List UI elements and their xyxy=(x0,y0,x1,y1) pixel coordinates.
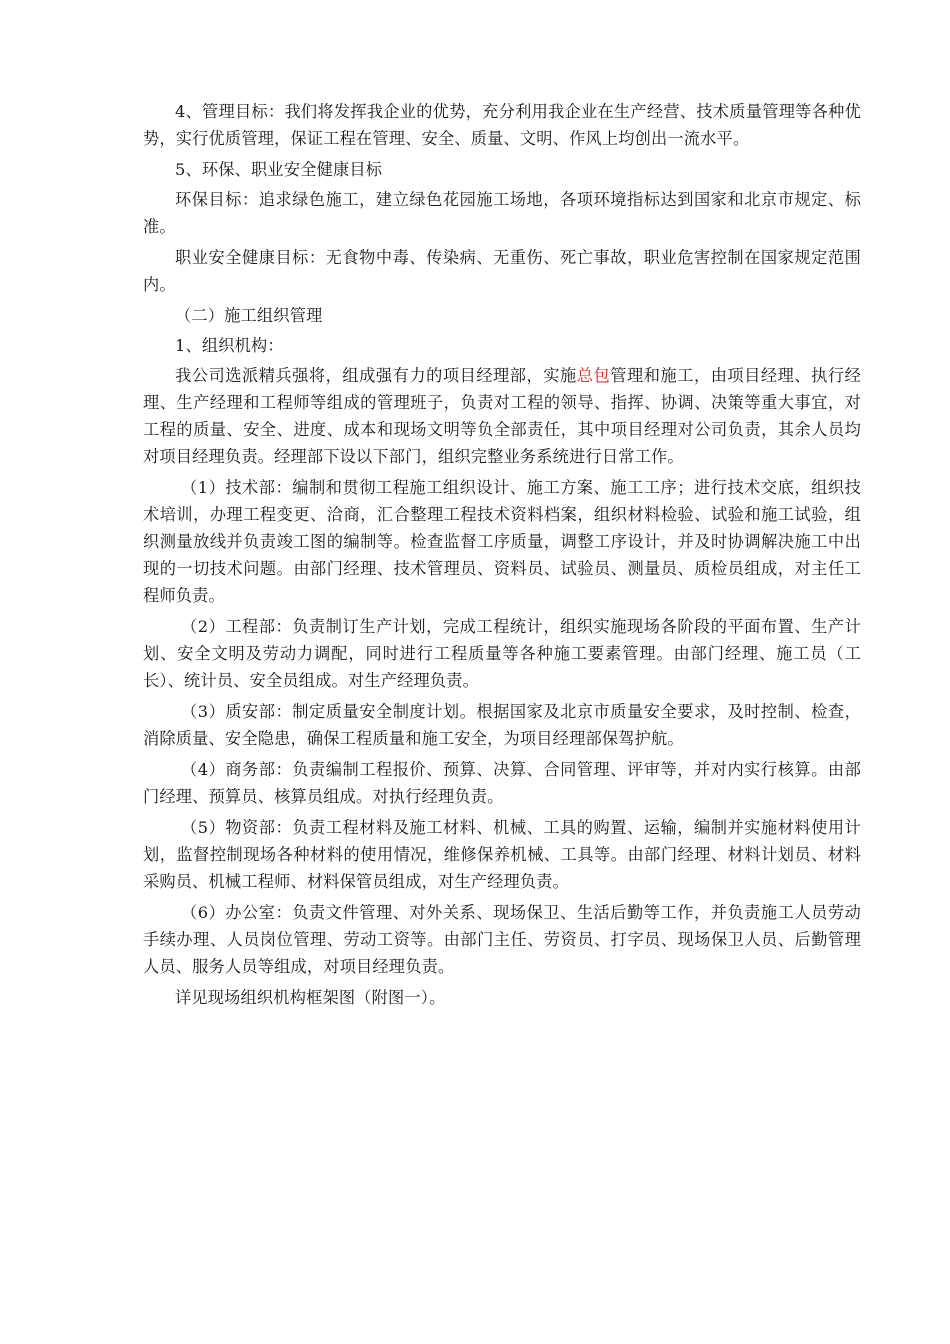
quality-safety-dept-paragraph: （3）质安部：制定质量安全制度计划。根据国家及北京市质量安全要求，及时控制、检查，消除质量、安全隐患，确保工程质量和施工安全，为项目经理部保驾护航。 xyxy=(143,702,861,748)
see-attachment-paragraph: 详见现场组织机构框架图（附图一）。 xyxy=(175,988,446,1007)
commerce-dept-paragraph: （4）商务部：负责编制工程报价、预算、决算、合同管理、评审等，并对内实行核算。由部门经理、预算员、核算员组成。对执行经理负责。 xyxy=(143,760,861,806)
section-heading-construction-management: （二）施工组织管理 xyxy=(175,306,323,325)
environment-goal-paragraph: 环保目标：追求绿色施工，建立绿色花园施工场地，各项环境指标达到国家和北京市规定、标准。 xyxy=(143,190,861,236)
organization-heading: 1、组织机构： xyxy=(175,336,284,355)
technical-dept-paragraph: （1）技术部：编制和贯彻工程施工组织设计、施工方案、施工工序；进行技术交底，组织技术培训，办理工程变更、洽商，汇合整理工程技术资料档案，组织材料检验、试验和施工试验，组织测量放线并负责竣工图的编制等。检查监督工序质量，调整工序设计，并及时协调解决施工中出现的一切技术问题。由部门经理、技术管理员、资料员、试验员、测量员、质检员组成，对主任工程师负责。 xyxy=(143,478,861,605)
health-goal-paragraph: 职业安全健康目标：无食物中毒、传染病、无重伤、死亡事故，职业危害控制在国家规定范围内。 xyxy=(143,248,861,294)
document-page xyxy=(143,98,861,1015)
management-goal-paragraph: 4、管理目标：我们将发挥我企业的优势，充分利用我企业在生产经营、技术质量管理等各种优势，实行优质管理，保证工程在管理、安全、质量、文明、作风上均创出一流水平。 xyxy=(143,102,861,148)
environment-health-goal-heading: 5、环保、职业安全健康目标 xyxy=(175,160,383,179)
general-contract-highlight: 总包 xyxy=(576,366,611,385)
materials-dept-paragraph: （5）物资部：负责工程材料及施工材料、机械、工具的购置、运输，编制并实施材料使用计划，监督控制现场各种材料的使用情况，维修保养机械、工具等。由部门经理、材料计划员、材料采购员、机械工程师、材料保管员组成，对生产经理负责。 xyxy=(143,818,861,891)
organization-intro-paragraph xyxy=(143,362,861,470)
intro-text-part-b: 管理和施工，由项目经理、执行经理、生产经理和工程师等组成的管理班子，负责对工程的领导、指挥、协调、决策等重大事宜，对工程的质量、安全、进度、成本和现场文明等负全部责任，其中项目经理对公司负责，其余人员均对项目经理负责。经理部下设以下部门，组织完整业务系统进行日常工作。 xyxy=(143,366,861,466)
office-dept-paragraph: （6）办公室：负责文件管理、对外关系、现场保卫、生活后勤等工作，并负责施工人员劳动手续办理、人员岗位管理、劳动工资等。由部门主任、劳资员、打字员、现场保卫人员、后勤管理人员、服务人员等组成，对项目经理负责。 xyxy=(143,903,861,976)
intro-text-part-a: 我公司选派精兵强将，组成强有力的项目经理部，实施 xyxy=(175,366,577,385)
engineering-dept-paragraph: （2）工程部：负责制订生产计划，完成工程统计，组织实施现场各阶段的平面布置、生产计划、安全文明及劳动力调配，同时进行工程质量等各种施工要素管理。由部门经理、施工员（工长）、统计员、安全员组成。对生产经理负责。 xyxy=(143,617,861,690)
